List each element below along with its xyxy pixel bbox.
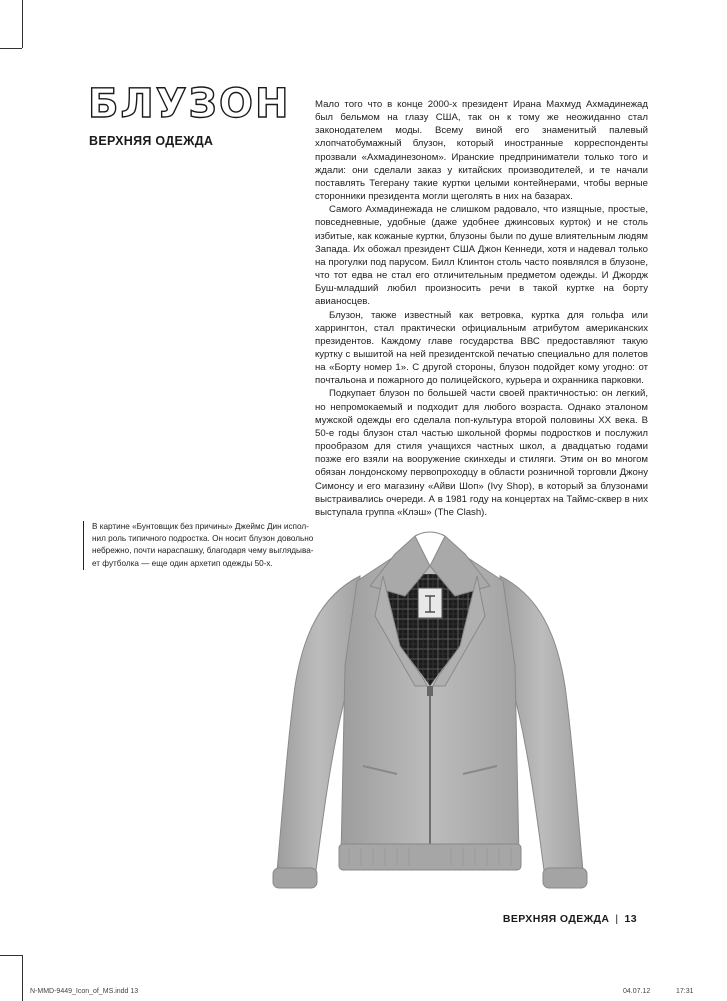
- paragraph: Мало того что в конце 2000-х президент Ирана Махмуд Ахмадинежад был бельмом на глазу США, так он к тому же неожиданно стал законодателем моды. Всему виной его знаменитый палевый хлопчатобумажный блузон, который иностранные корреспонденты прозвали «Ахмадинезоном». Иранские предприниматели только того и ждали: они сделали заказ у китайских производителей, и те начали поставлять Тегерану такие куртки целыми контейнерами, чтобы верные сторонники президента могли щеголять в них на базарах.: [315, 99, 648, 203]
- crop-mark: [22, 955, 23, 1001]
- page-number: 13: [624, 913, 637, 925]
- slug-file: N-MMD-9449_Icon_of_MS.indd 13: [30, 988, 139, 995]
- caption-line: ет футболка — еще один архетип одежды 50-х.: [92, 558, 273, 568]
- article-title: БЛУЗОН: [88, 81, 291, 127]
- footer-section: ВЕРХНЯЯ ОДЕЖДА: [502, 913, 610, 925]
- caption-line: В картине «Бунтовщик без причины» Джеймс Дин испол-: [92, 522, 309, 531]
- right-cuff: [543, 868, 587, 888]
- article-subtitle: ВЕРХНЯЯ ОДЕЖДА: [89, 134, 214, 148]
- caption-line: небрежно, почти нараспашку, благодаря чему выглядыва-: [92, 546, 314, 556]
- paragraph: Самого Ахмадинежада не слишком радовало, что изящные, простые, повседневные, удобные (даже удобнее джинсовых курток) и не столь избитые, как кожаные куртки, блузоны были по душе влиятельным людям Запада. Их обожал президент США Джон Кеннеди, хотя и надевал только на прогулки под парусом. Билл Клинтон столь часто появлялся в блузоне, что тот едва не стал его отличительным предметом одежды. И Джордж Буш-младший любил произносить речи в такой куртке на борту авианосцев.: [315, 204, 648, 308]
- paragraph: Блузон, также известный как ветровка, куртка для гольфа или харрингтон, стал практически официальным атрибутом американских президентов. Каждому главе государства ВВС предоставляют такую куртку с вышитой на ней президентской печатью специально для полетов на «Борту номер 1». С другой стороны, блузон подойдет кому угодно: от почтальона и пожарного до полицейского, курьера и охранника парковки.: [315, 309, 648, 387]
- article-body: [315, 98, 648, 519]
- slug-time: 17:31: [676, 988, 694, 995]
- crop-mark: [0, 48, 22, 49]
- paragraph: Подкупает блузон по большей части своей практичностью: он легкий, но непромокаемый и подходит для любого возраста. Однако эталоном мужской одежды его сделала поп-культура второй половины XX века. В 50-е годы блузон стал частью школьной формы подростков и послужил прообразом для стиля учащихся частных школ, а двадцатью годами позже его взяли на вооружение скинхеды и стиляги. Этим он во многом обязан лондонскому первопроходцу в области розничной торговли Джону Симонсу и его магазину «Айви Шоп» (Ivy Shop), в который за блузонами выстраивались очереди. А в 1981 году на концертах на Таймс-сквер в них выступала группа «Клэш» (The Clash).: [315, 388, 648, 518]
- caption-line: нил роль типичного подростка. Он носит блузон довольно: [92, 534, 314, 544]
- slug-date: 04.07.12: [623, 988, 651, 995]
- footer-separator: |: [615, 913, 619, 925]
- crop-mark: [22, 0, 23, 48]
- jacket-photo: [265, 526, 595, 912]
- crop-mark: [0, 955, 22, 956]
- page-footer: [503, 913, 637, 925]
- hem-band: [339, 844, 521, 870]
- left-cuff: [273, 868, 317, 888]
